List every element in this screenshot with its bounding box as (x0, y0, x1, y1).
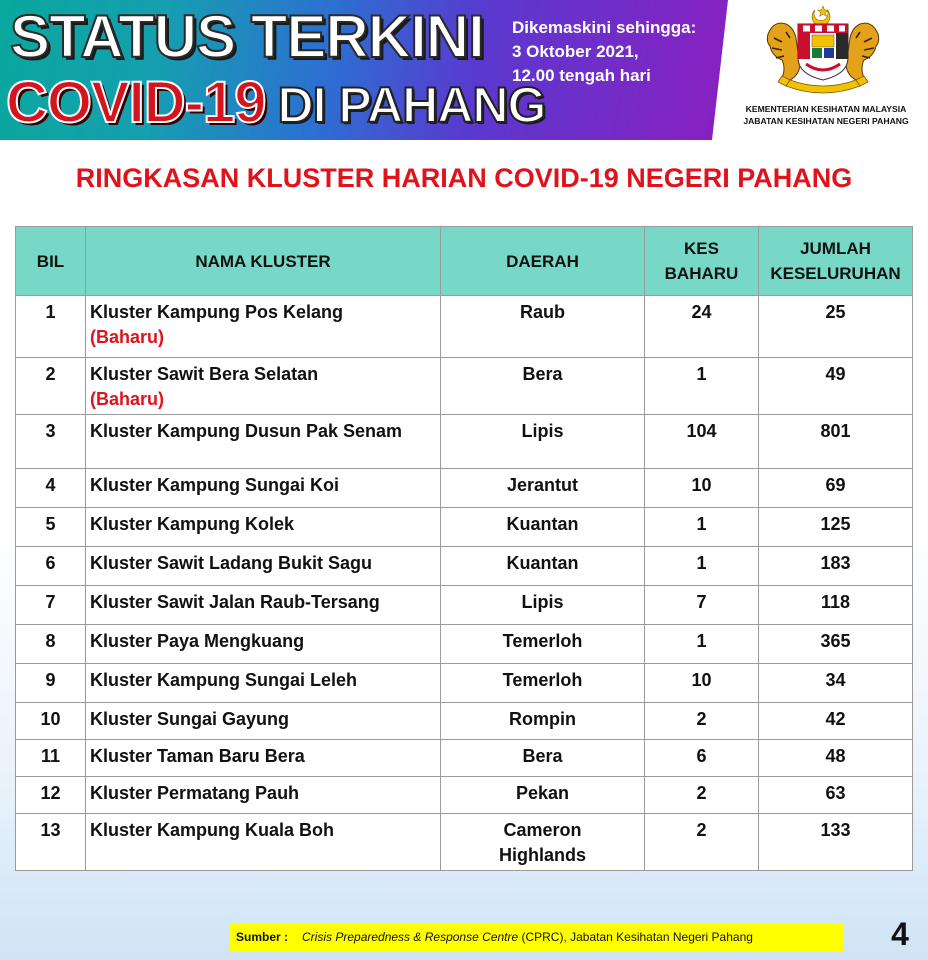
cell-kes-baharu: 2 (645, 777, 759, 814)
cell-daerah (441, 415, 645, 469)
cell-bil: 1 (16, 296, 86, 358)
cell-bil: 4 (16, 469, 86, 508)
cell-kes-baharu: 1 (645, 547, 759, 586)
cell-jumlah-keseluruhan: 34 (759, 664, 913, 703)
cell-jumlah-keseluruhan: 49 (759, 358, 913, 415)
cell-bil: 10 (16, 703, 86, 740)
cell-daerah (441, 703, 645, 740)
cell-kes-baharu: 2 (645, 814, 759, 871)
cell-kes-baharu: 24 (645, 296, 759, 358)
cell-bil: 7 (16, 586, 86, 625)
cell-jumlah-keseluruhan: 118 (759, 586, 913, 625)
district-name: Bera (522, 364, 563, 384)
table-row (16, 415, 913, 469)
district-name: Rompin (509, 709, 576, 729)
header-jumlah-line1: JUMLAH (800, 239, 871, 258)
table-row (16, 296, 913, 358)
cell-jumlah-keseluruhan: 63 (759, 777, 913, 814)
cell-jumlah-keseluruhan: 183 (759, 547, 913, 586)
cluster-name: Kluster Kampung Kolek (90, 514, 295, 534)
ministry-name (726, 103, 926, 127)
table-row (16, 625, 913, 664)
cell-jumlah-keseluruhan: 365 (759, 625, 913, 664)
cell-nama-kluster (86, 296, 441, 358)
cluster-name: Kluster Sawit Bera Selatan (90, 364, 319, 384)
cell-nama-kluster (86, 664, 441, 703)
new-cluster-tag: (Baharu) (90, 327, 165, 347)
cell-kes-baharu: 1 (645, 358, 759, 415)
cell-bil: 3 (16, 415, 86, 469)
title-covid: COVID-19 (6, 70, 266, 135)
cluster-name: Kluster Kampung Pos Kelang (90, 302, 344, 322)
header-bil: BIL (16, 227, 86, 296)
table-row (16, 547, 913, 586)
cell-nama-kluster (86, 625, 441, 664)
cell-jumlah-keseluruhan: 801 (759, 415, 913, 469)
table-row (16, 777, 913, 814)
cell-daerah (441, 814, 645, 871)
title-status-terkini: STATUS TERKINI (10, 3, 484, 70)
cell-jumlah-keseluruhan: 42 (759, 703, 913, 740)
cell-bil: 11 (16, 740, 86, 777)
district-name: Temerloh (502, 670, 583, 690)
cell-kes-baharu: 6 (645, 740, 759, 777)
header-kes-line2: BAHARU (664, 264, 739, 283)
table-row (16, 740, 913, 777)
cell-nama-kluster (86, 740, 441, 777)
ministry-line1: KEMENTERIAN KESIHATAN MALAYSIA (745, 104, 907, 114)
district-name-line2: Highlands (498, 845, 586, 865)
cell-daerah (441, 740, 645, 777)
cluster-name: Kluster Sawit Jalan Raub-Tersang (90, 592, 380, 612)
source-org: Crisis Preparedness & Response Centre (302, 930, 519, 944)
table-header-row (16, 227, 913, 296)
cell-kes-baharu: 2 (645, 703, 759, 740)
cell-daerah (441, 296, 645, 358)
cell-daerah (441, 547, 645, 586)
cell-jumlah-keseluruhan: 48 (759, 740, 913, 777)
cell-bil: 5 (16, 508, 86, 547)
cell-nama-kluster (86, 469, 441, 508)
cluster-name: Kluster Sungai Gayung (90, 709, 290, 729)
update-date: 3 Oktober 2021, (512, 42, 639, 61)
cell-bil: 13 (16, 814, 86, 871)
district-name: Jerantut (506, 475, 578, 495)
title-covid-line (6, 72, 545, 134)
cluster-table (15, 226, 913, 871)
cell-bil: 8 (16, 625, 86, 664)
cell-bil: 9 (16, 664, 86, 703)
cell-daerah (441, 777, 645, 814)
cell-daerah (441, 625, 645, 664)
cell-kes-baharu: 10 (645, 664, 759, 703)
header-nama-kluster: NAMA KLUSTER (86, 227, 441, 296)
cell-jumlah-keseluruhan: 133 (759, 814, 913, 871)
cell-bil: 6 (16, 547, 86, 586)
cluster-name: Kluster Kampung Sungai Leleh (90, 670, 358, 690)
header-kes-baharu (645, 227, 759, 296)
malaysia-coat-of-arms-icon (760, 4, 886, 96)
update-label: Dikemaskini sehingga: (512, 18, 697, 37)
table-row (16, 469, 913, 508)
cell-bil: 2 (16, 358, 86, 415)
table-row (16, 358, 913, 415)
cell-jumlah-keseluruhan: 25 (759, 296, 913, 358)
table-row (16, 703, 913, 740)
cell-nama-kluster (86, 508, 441, 547)
district-name: Lipis (521, 421, 564, 441)
cell-daerah (441, 358, 645, 415)
update-info (512, 16, 712, 88)
cell-daerah (441, 508, 645, 547)
cell-nama-kluster (86, 415, 441, 469)
cell-kes-baharu: 1 (645, 508, 759, 547)
district-name: Pekan (515, 783, 570, 803)
district-name: Kuantan (506, 514, 579, 534)
cluster-name: Kluster Kampung Kuala Boh (90, 820, 335, 840)
cell-nama-kluster (86, 814, 441, 871)
cell-kes-baharu: 104 (645, 415, 759, 469)
cell-kes-baharu: 1 (645, 625, 759, 664)
district-name: Bera (522, 746, 563, 766)
source-note (230, 924, 844, 952)
source-label: Sumber : (236, 930, 289, 944)
table-row (16, 664, 913, 703)
cluster-name: Kluster Kampung Dusun Pak Senam (90, 421, 403, 441)
cluster-name: Kluster Permatang Pauh (90, 783, 300, 803)
cell-nama-kluster (86, 358, 441, 415)
cluster-name: Kluster Sawit Ladang Bukit Sagu (90, 553, 373, 573)
page-title: RINGKASAN KLUSTER HARIAN COVID-19 NEGERI PAHANG (75, 163, 853, 193)
district-name: Lipis (521, 592, 564, 612)
source-rest: (CPRC), Jabatan Kesihatan Negeri Pahang (518, 930, 753, 944)
cluster-name: Kluster Taman Baru Bera (90, 746, 305, 766)
cell-daerah (441, 664, 645, 703)
table-row (16, 586, 913, 625)
table-row (16, 814, 913, 871)
cell-bil: 12 (16, 777, 86, 814)
header-jumlah-keseluruhan (759, 227, 913, 296)
header-kes-line1: KES (684, 239, 719, 258)
header-jumlah-line2: KESELURUHAN (770, 264, 901, 283)
district-name: Kuantan (506, 553, 579, 573)
cell-jumlah-keseluruhan: 69 (759, 469, 913, 508)
new-cluster-tag: (Baharu) (90, 389, 165, 409)
cell-kes-baharu: 10 (645, 469, 759, 508)
ministry-line2: JABATAN KESIHATAN NEGERI PAHANG (743, 116, 909, 126)
cluster-name: Kluster Paya Mengkuang (90, 631, 305, 651)
cell-nama-kluster (86, 586, 441, 625)
cluster-name: Kluster Kampung Sungai Koi (90, 475, 340, 495)
header-daerah: DAERAH (441, 227, 645, 296)
table-row (16, 508, 913, 547)
title-location: DI PAHANG (277, 77, 546, 133)
cell-jumlah-keseluruhan: 125 (759, 508, 913, 547)
district-name: Cameron (503, 820, 582, 840)
cell-nama-kluster (86, 547, 441, 586)
district-name: Temerloh (502, 631, 583, 651)
cell-nama-kluster (86, 777, 441, 814)
cell-kes-baharu: 7 (645, 586, 759, 625)
cell-nama-kluster (86, 703, 441, 740)
cell-daerah (441, 586, 645, 625)
update-time: 12.00 tengah hari (512, 66, 651, 85)
district-name: Raub (520, 302, 565, 322)
cell-daerah (441, 469, 645, 508)
page-number: 4 (891, 916, 909, 952)
